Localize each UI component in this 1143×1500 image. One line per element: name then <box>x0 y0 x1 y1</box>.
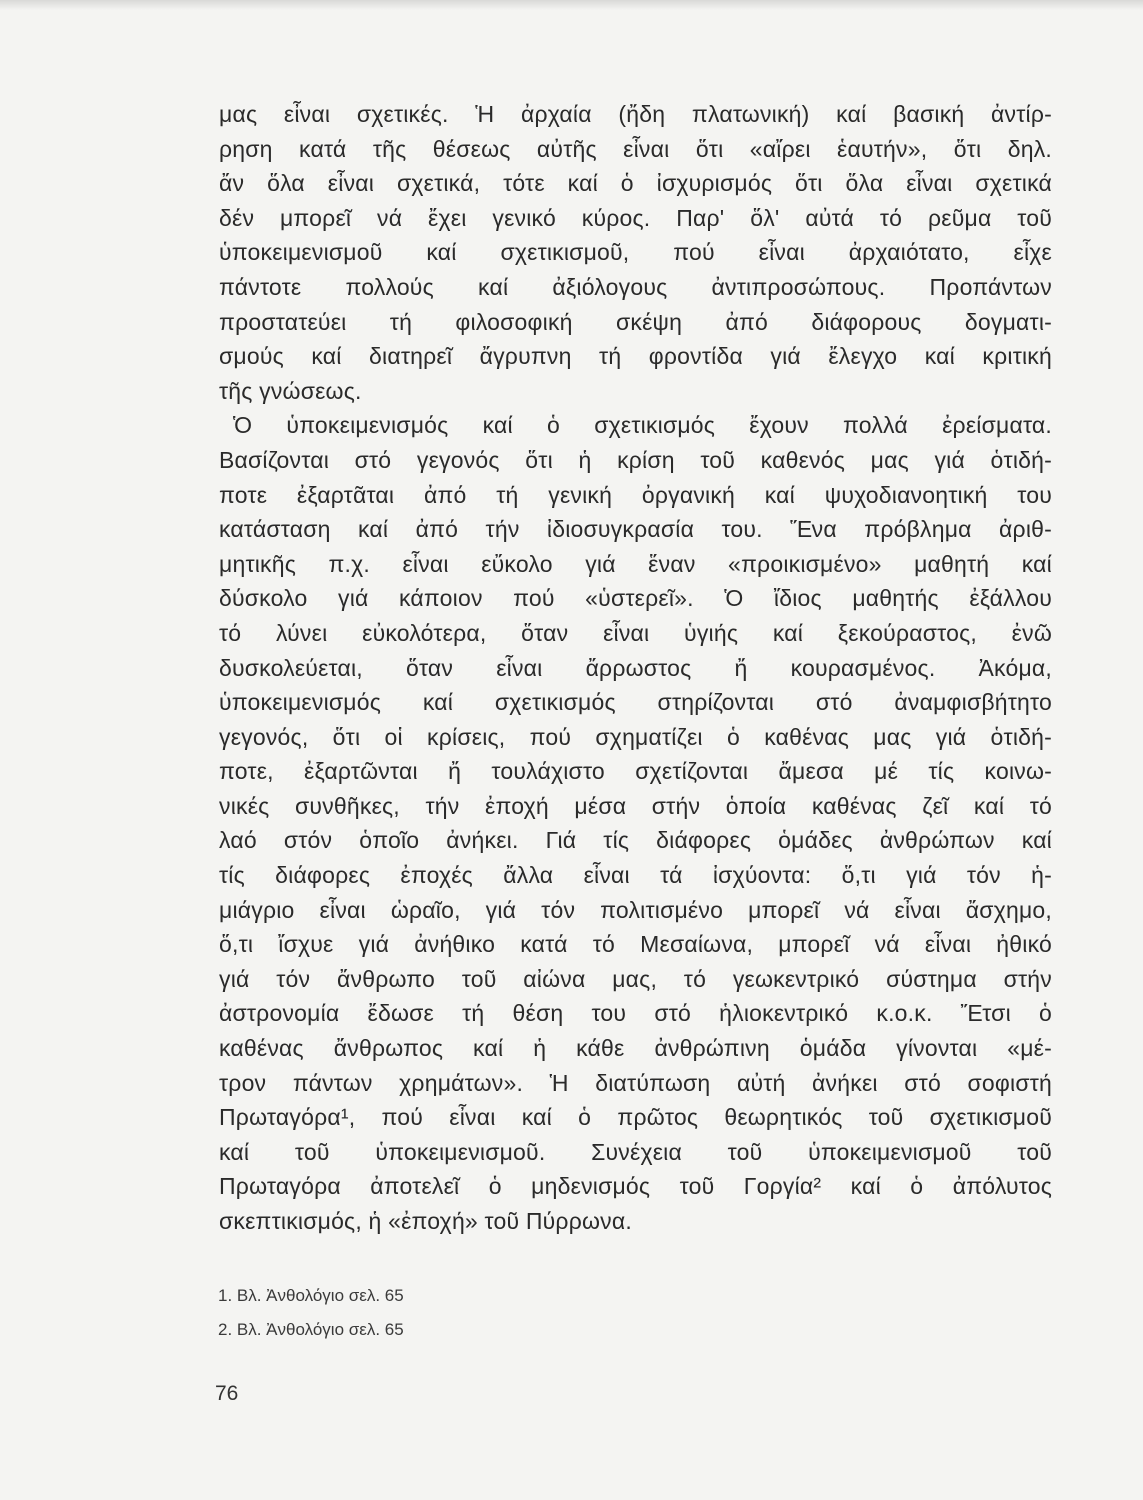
text-line: καί τοῦ ὑποκειμενισμοῦ. Συνέχεια τοῦ ὑποκειμενισμοῦ τοῦ <box>219 1138 1052 1165</box>
text-line: μας εἶναι σχετικές. Ἡ ἀρχαία (ἤδη πλατωνική) καί βασική ἀντίρ- <box>219 101 1052 127</box>
text-line: μητικῆς π.χ. εἶναι εὔκολο γιά ἕναν «προικισμένο» μαθητή καί <box>219 550 1052 577</box>
text-line: κατάσταση καί ἀπό τήν ἰδιοσυγκρασία του. Ἕνα πρόβλημα ἀριθ- <box>219 516 1052 543</box>
text-line: λαό στόν ὁποῖο ἀνήκει. Γιά τίς διάφορες ὁμάδες ἀνθρώπων καί <box>219 827 1052 854</box>
text-line: πάντοτε πολλούς καί ἀξιόλογους ἀντιπροσώπους. Προπάντων <box>219 273 1052 300</box>
footnote-1: 1. Βλ. Ἀνθολόγιο σελ. 65 <box>218 1286 404 1305</box>
text-line: τό λύνει εὐκολότερα, ὅταν εἶναι ὑγιής καί ξεκούραστος, ἐνῶ <box>219 619 1052 646</box>
text-line: τρον πάντων χρημάτων». Ἡ διατύπωση αὐτή ἀνήκει στό σοφιστή <box>219 1069 1052 1096</box>
text-line: ὅ,τι ἴσχυε γιά ἀνήθικο κατά τό Μεσαίωνα, μπορεῖ νά εἶναι ἠθικό <box>219 931 1052 958</box>
footnote-2: 2. Βλ. Ἀνθολόγιο σελ. 65 <box>218 1320 404 1339</box>
text-line: σμούς καί διατηρεῖ ἄγρυπνη τή φροντίδα γιά ἔλεγχο καί κριτική <box>219 343 1052 370</box>
text-line: ἀστρονομία ἔδωσε τή θέση του στό ἡλιοκεντρικό κ.ο.κ. Ἔτσι ὁ <box>219 1000 1052 1027</box>
text-line: σκεπτικισμός, ἡ «ἐποχή» τοῦ Πύρρωνα. <box>219 1208 632 1234</box>
text-line: ρηση κατά τῆς θέσεως αὐτῆς εἶναι ὅτι «αἴρει ἑαυτήν», ὅτι δηλ. <box>219 135 1052 162</box>
footnotes <box>218 1279 718 1347</box>
body-text <box>219 97 1052 1239</box>
text-line: δύσκολο γιά κάποιον πού «ὑστερεῖ». Ὁ ἴδιος μαθητής ἐξάλλου <box>219 585 1052 612</box>
text-line: δέν μπορεῖ νά ἔχει γενικό κύρος. Παρ' ὅλ' αὐτά τό ρεῦμα τοῦ <box>219 204 1052 231</box>
text-line: καθένας ἄνθρωπος καί ἡ κάθε ἀνθρώπινη ὁμάδα γίνονται «μέ- <box>219 1035 1052 1062</box>
text-line: μιάγριο εἶναι ὡραῖο, γιά τόν πολιτισμένο μπορεῖ νά εἶναι ἄσχημο, <box>219 896 1052 923</box>
text-line: προστατεύει τή φιλοσοφική σκέψη ἀπό διάφορους δογματι- <box>219 308 1052 335</box>
text-line: Βασίζονται στό γεγονός ὅτι ἡ κρίση τοῦ καθενός μας γιά ὁτιδή- <box>219 446 1052 473</box>
scan-edge-shadow <box>0 0 1143 10</box>
text-line: γιά τόν ἄνθρωπο τοῦ αἰώνα μας, τό γεωκεντρικό σύστημα στήν <box>219 965 1052 992</box>
text-line: ποτε, ἐξαρτῶνται ἤ τουλάχιστο σχετίζονται ἄμεσα μέ τίς κοινω- <box>219 758 1052 785</box>
text-line: Πρωταγόρα¹, πού εἶναι καί ὁ πρῶτος θεωρητικός τοῦ σχετικισμοῦ <box>219 1104 1052 1131</box>
page-number: 76 <box>215 1382 239 1405</box>
text-line: ποτε ἐξαρτᾶται ἀπό τή γενική ὀργανική καί ψυχοδιανοητική του <box>219 481 1052 508</box>
text-line: ἄν ὅλα εἶναι σχετικά, τότε καί ὁ ἰσχυρισμός ὅτι ὅλα εἶναι σχετικά <box>219 170 1052 197</box>
text-line: τῆς γνώσεως. <box>219 377 362 404</box>
text-line: γεγονός, ὅτι οἱ κρίσεις, πού σχηματίζει ὁ καθένας μας γιά ὁτιδή- <box>219 723 1052 750</box>
text-line: τίς διάφορες ἐποχές ἄλλα εἶναι τά ἰσχύοντα: ὅ,τι γιά τόν ἡ- <box>219 862 1052 889</box>
text-line: ὑποκειμενισμός καί σχετικισμός στηρίζονται στό ἀναμφισβήτητο <box>219 689 1052 716</box>
text-line: νικές συνθῆκες, τήν ἐποχή μέσα στήν ὁποία καθένας ζεῖ καί τό <box>219 792 1052 819</box>
text-line: δυσκολεύεται, ὅταν εἶναι ἄρρωστος ἤ κουρασμένος. Ἀκόμα, <box>219 654 1052 681</box>
text-line: Πρωταγόρα ἀποτελεῖ ὁ μηδενισμός τοῦ Γοργία² καί ὁ ἀπόλυτος <box>219 1173 1052 1200</box>
paragraph-start-line: Ὁ ὑποκειμενισμός καί ὁ σχετικισμός ἔχουν πολλά ἐρείσματα. <box>233 412 1052 439</box>
text-line: ὑποκειμενισμοῦ καί σχετικισμοῦ, πού εἶναι ἀρχαιότατο, εἶχε <box>219 239 1052 266</box>
